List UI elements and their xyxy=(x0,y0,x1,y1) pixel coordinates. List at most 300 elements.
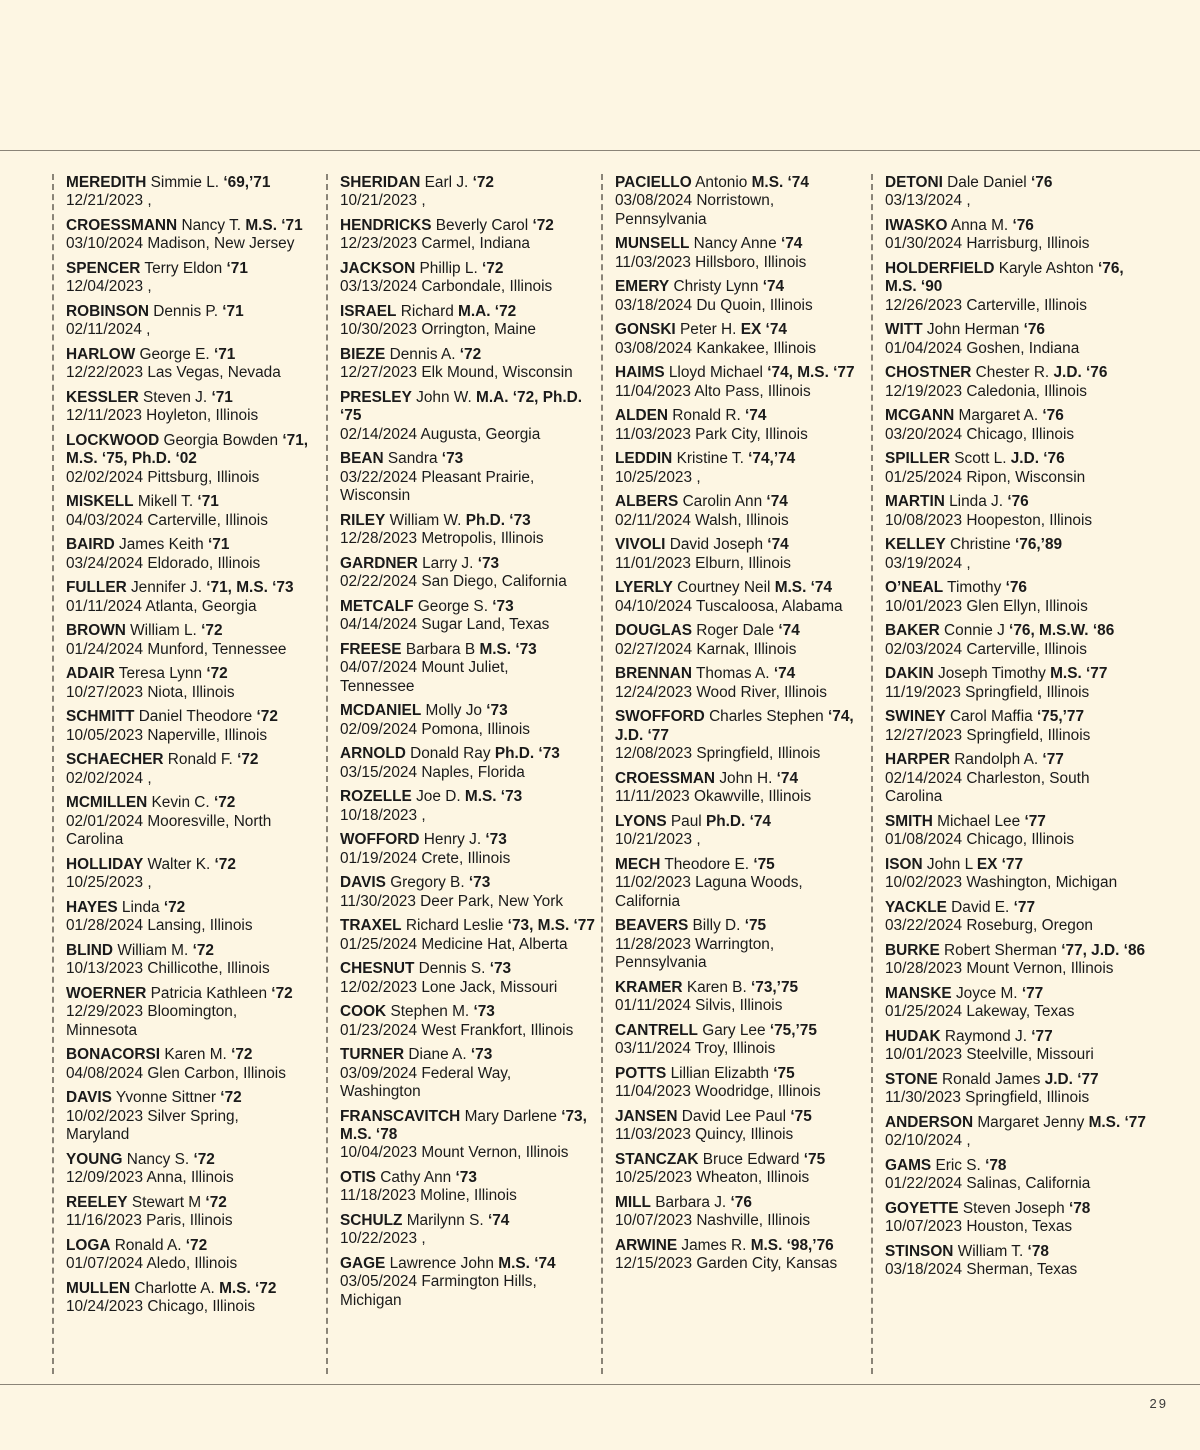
given-name: Chester R. xyxy=(975,364,1050,382)
date-of-death: 01/19/2024 xyxy=(340,849,418,867)
date-of-death: 10/25/2023 xyxy=(615,468,693,486)
obituary-entry xyxy=(340,260,602,297)
date-of-death: 02/02/2024 xyxy=(66,769,144,787)
obituary-entry xyxy=(66,1237,324,1274)
date-of-death: 03/22/2024 xyxy=(340,468,418,486)
place: Naperville, Illinois xyxy=(147,726,268,744)
date-place-line xyxy=(66,641,324,659)
degree: ‘73 xyxy=(468,874,491,892)
surname: DAKIN xyxy=(885,665,934,683)
obituary-entry xyxy=(66,899,324,936)
date-place-line xyxy=(340,1065,602,1083)
date-place-line xyxy=(340,936,602,954)
degree: ‘69,’71 xyxy=(223,174,271,191)
given-name: Dennis P. xyxy=(153,303,218,320)
given-name: Georgia Bowden xyxy=(163,432,279,449)
date-of-death: 01/25/2024 xyxy=(885,468,963,486)
obituary-entry xyxy=(615,665,870,702)
date-place-line xyxy=(340,530,602,548)
obituary-entry xyxy=(615,1065,870,1102)
date-of-death: 12/09/2023 xyxy=(66,1169,144,1187)
place: Elk Mound, Wisconsin xyxy=(421,364,573,382)
date-place-line xyxy=(885,1218,1190,1236)
degree: ‘77 xyxy=(1013,898,1036,916)
surname: HAYES xyxy=(66,898,118,916)
surname: HARPER xyxy=(885,751,950,769)
name-line xyxy=(615,493,870,511)
name-line xyxy=(885,321,1190,339)
name-line xyxy=(340,641,602,659)
degree: ‘72 xyxy=(201,622,223,640)
date-place-line xyxy=(66,1065,324,1083)
date-of-death: 11/03/2023 xyxy=(615,425,691,443)
obituary-entry xyxy=(340,1046,602,1101)
given-name: John H. xyxy=(719,769,773,787)
surname: HAIMS xyxy=(615,364,665,382)
degree: ‘76,’89 xyxy=(1015,536,1063,554)
given-name: Bruce Edward xyxy=(702,1150,800,1168)
place: Carterville, Illinois xyxy=(966,296,1087,314)
degree: ‘76 xyxy=(1042,407,1064,425)
name-line xyxy=(340,1212,602,1230)
date-place-line xyxy=(340,979,602,997)
name-line xyxy=(885,1028,1190,1046)
place-continued: Pennsylvania xyxy=(615,210,707,228)
place: , xyxy=(421,1230,426,1248)
place: Sugar Land, Texas xyxy=(421,616,550,634)
place: Pomona, Illinois xyxy=(421,720,530,738)
date-place-line xyxy=(340,235,602,253)
date-place-line xyxy=(885,1175,1190,1193)
name-line xyxy=(66,751,324,769)
degree: ‘72 xyxy=(206,665,228,683)
degree: ‘73 xyxy=(485,831,507,849)
place: , xyxy=(147,278,152,296)
date-of-death: 01/04/2024 xyxy=(885,339,963,357)
obituary-entry xyxy=(66,751,324,788)
name-line xyxy=(885,217,1190,235)
given-name: Eric S. xyxy=(935,1156,981,1174)
obituary-entry xyxy=(885,217,1190,254)
date-of-death: 11/28/2023 xyxy=(615,935,691,953)
surname: YACKLE xyxy=(885,898,947,916)
date-place-line xyxy=(340,721,602,739)
obituary-entry xyxy=(615,450,870,487)
obituary-entry xyxy=(885,260,1190,315)
obituary-entry xyxy=(66,985,324,1040)
date-place-line xyxy=(340,573,602,591)
place: Alto Pass, Illinois xyxy=(694,382,811,400)
place-line xyxy=(615,954,870,972)
surname: LEDDIN xyxy=(615,450,673,468)
given-name: Richard Leslie xyxy=(405,917,504,935)
degree: ‘71 xyxy=(197,493,219,511)
date-place-line xyxy=(66,770,324,788)
name-line xyxy=(615,278,870,296)
name-line xyxy=(340,217,602,235)
surname: SWOFFORD xyxy=(615,708,705,726)
date-place-line xyxy=(340,659,602,677)
place-continued: Michigan xyxy=(340,1291,402,1309)
degree: ‘74 xyxy=(778,622,800,640)
place: , xyxy=(421,192,426,210)
name-line xyxy=(885,1200,1190,1218)
date-of-death: 04/14/2024 xyxy=(340,616,418,634)
degree: ‘75 xyxy=(803,1150,826,1168)
obituary-entry xyxy=(615,321,870,358)
surname: ROZELLE xyxy=(340,788,412,806)
date-of-death: 10/27/2023 xyxy=(66,683,144,701)
date-of-death: 01/07/2024 xyxy=(66,1255,144,1273)
surname: REELEY xyxy=(66,1193,128,1211)
place: Caledonia, Illinois xyxy=(966,382,1087,400)
surname: ROBINSON xyxy=(66,303,149,320)
obituary-entry xyxy=(885,942,1190,979)
date-place-line xyxy=(340,764,602,782)
surname: O’NEAL xyxy=(885,579,944,597)
place: , xyxy=(696,468,701,486)
surname: PACIELLO xyxy=(615,174,692,191)
obituary-entry xyxy=(885,364,1190,401)
date-of-death: 11/02/2023 xyxy=(615,874,691,892)
date-place-line xyxy=(340,1144,602,1162)
place: Las Vegas, Nevada xyxy=(147,364,281,382)
place: Hoyleton, Illinois xyxy=(146,407,259,425)
degree: M.S. ‘74 xyxy=(498,1255,556,1273)
surname: ISRAEL xyxy=(340,303,397,320)
date-of-death: 03/19/2024 xyxy=(885,554,963,572)
surname: WOERNER xyxy=(66,984,147,1002)
surname: SCHAECHER xyxy=(66,751,164,769)
date-of-death: 01/25/2024 xyxy=(340,935,418,953)
date-of-death: 10/22/2023 xyxy=(340,1230,418,1248)
place: Mount Juliet, xyxy=(421,659,509,677)
place: Farmington Hills, xyxy=(421,1273,537,1291)
surname: COOK xyxy=(340,1003,387,1021)
obituary-entry xyxy=(66,1280,324,1317)
given-name: Barbara B xyxy=(405,640,476,658)
date-place-line xyxy=(615,1255,870,1273)
surname: SWINEY xyxy=(885,708,946,726)
given-name: Gary Lee xyxy=(702,1021,766,1039)
date-of-death: 10/25/2023 xyxy=(615,1169,693,1187)
place: Chicago, Illinois xyxy=(966,831,1075,849)
degree: ‘72 xyxy=(213,794,236,812)
place: Laguna Woods, xyxy=(695,874,803,892)
place: , xyxy=(696,831,701,849)
name-line xyxy=(615,536,870,554)
date-of-death: 03/13/2024 xyxy=(340,278,418,296)
given-name: David Lee Paul xyxy=(681,1107,787,1125)
name-line xyxy=(66,1046,324,1064)
surname: BAKER xyxy=(885,622,940,640)
degree: M.S. ‘77 xyxy=(1088,1113,1146,1131)
date-of-death: 12/27/2023 xyxy=(340,364,418,382)
name-line xyxy=(66,493,324,511)
name-line xyxy=(885,856,1190,874)
name-line xyxy=(340,450,602,468)
obituary-entry xyxy=(340,1003,602,1040)
date-of-death: 01/22/2024 xyxy=(885,1175,963,1193)
date-of-death: 12/26/2023 xyxy=(885,296,963,314)
date-of-death: 02/14/2024 xyxy=(885,769,963,787)
place-line xyxy=(340,487,602,505)
name-line xyxy=(66,1194,324,1212)
date-of-death: 02/01/2024 xyxy=(66,812,144,830)
obituary-entry xyxy=(66,708,324,745)
place: Lakeway, Texas xyxy=(966,1003,1075,1021)
place: Harrisburg, Illinois xyxy=(966,235,1090,253)
name-line xyxy=(885,1157,1190,1175)
given-name: William W. xyxy=(389,511,462,529)
place: Charleston, South xyxy=(966,769,1090,787)
date-place-line xyxy=(885,684,1190,702)
name-line xyxy=(615,364,870,382)
place: Aledo, Illinois xyxy=(146,1255,238,1273)
surname: CANTRELL xyxy=(615,1021,698,1039)
degree-line xyxy=(340,407,602,425)
given-name: William M. xyxy=(117,941,189,959)
place: Okawville, Illinois xyxy=(694,788,812,806)
obituary-entry xyxy=(615,493,870,530)
surname: VIVOLI xyxy=(615,536,666,554)
obituary-entry xyxy=(885,665,1190,702)
date-of-death: 11/19/2023 xyxy=(885,683,961,701)
name-line xyxy=(340,831,602,849)
obituary-entry xyxy=(66,217,324,254)
degree: ‘76 xyxy=(1031,174,1053,191)
place: Goshen, Indiana xyxy=(966,339,1080,357)
place-continued: Tennessee xyxy=(340,677,415,695)
date-place-line xyxy=(66,512,324,530)
surname: WOFFORD xyxy=(340,831,420,849)
degree: ‘78 xyxy=(1068,1199,1091,1217)
place-continued: Maryland xyxy=(66,1126,130,1144)
date-place-line xyxy=(615,745,870,763)
given-name: Patricia Kathleen xyxy=(150,984,268,1002)
date-of-death: 12/02/2023 xyxy=(340,978,418,996)
obituary-entry xyxy=(340,788,602,825)
place: Moline, Illinois xyxy=(420,1187,517,1205)
date-of-death: 01/24/2024 xyxy=(66,640,144,658)
given-name: James Keith xyxy=(119,536,204,554)
place: San Diego, California xyxy=(421,573,567,591)
date-of-death: 10/04/2023 xyxy=(340,1144,418,1162)
degree: ‘74 xyxy=(762,278,785,296)
surname: BURKE xyxy=(885,941,940,959)
degree: M.S. ‘73 xyxy=(479,640,537,658)
given-name: Joe D. xyxy=(416,788,461,806)
degree: ‘74 xyxy=(780,235,803,253)
surname: SCHULZ xyxy=(340,1212,403,1230)
given-name: Anna M. xyxy=(950,217,1009,234)
name-line xyxy=(615,235,870,253)
obituary-entry xyxy=(340,831,602,868)
given-name: Daniel Theodore xyxy=(138,708,253,726)
surname: ALDEN xyxy=(615,407,669,425)
degree: ‘74 xyxy=(745,407,767,425)
place: Augusta, Georgia xyxy=(420,425,541,443)
date-place-line xyxy=(615,788,870,806)
date-place-line xyxy=(340,1187,602,1205)
surname: MILL xyxy=(615,1193,651,1211)
date-place-line xyxy=(66,598,324,616)
surname: ARWINE xyxy=(615,1236,678,1254)
given-name: Margaret Jenny xyxy=(977,1113,1085,1131)
date-place-line xyxy=(340,364,602,382)
obituary-entry xyxy=(885,321,1190,358)
place: Chicago, Illinois xyxy=(966,425,1075,443)
place: Springfield, Illinois xyxy=(696,745,821,763)
obituary-entry xyxy=(340,1212,602,1249)
given-name: Steven J. xyxy=(142,389,208,406)
date-of-death: 03/20/2024 xyxy=(885,425,963,443)
given-name: Stewart M xyxy=(131,1193,202,1211)
given-name: Thomas A. xyxy=(695,665,770,683)
obituary-entry xyxy=(615,579,870,616)
date-place-line xyxy=(66,469,324,487)
given-name: Teresa Lynn xyxy=(118,665,203,683)
surname: TRAXEL xyxy=(340,917,402,935)
surname: LYERLY xyxy=(615,579,673,597)
surname: DAVIS xyxy=(66,1089,112,1107)
obituary-entry xyxy=(340,960,602,997)
date-place-line xyxy=(615,383,870,401)
place: Atlanta, Georgia xyxy=(145,597,257,615)
date-of-death: 10/21/2023 xyxy=(340,192,418,210)
given-name: Dennis S. xyxy=(418,960,486,978)
obituary-entry xyxy=(885,1028,1190,1065)
date-place-line xyxy=(885,1046,1190,1064)
date-of-death: 02/27/2024 xyxy=(615,640,693,658)
degree: ‘74, M.S. ‘77 xyxy=(767,364,855,382)
place: Hillsboro, Illinois xyxy=(695,253,807,271)
obituary-entry xyxy=(615,708,870,763)
degree-continued: ‘75 xyxy=(340,407,362,425)
date-of-death: 12/28/2023 xyxy=(340,530,418,548)
name-line xyxy=(340,745,602,763)
given-name: Antonio xyxy=(695,174,752,191)
obituary-entry xyxy=(66,389,324,426)
place: Mooresville, North xyxy=(147,812,272,830)
degree: Ph.D. ‘73 xyxy=(465,511,531,529)
given-name: Theodore E. xyxy=(664,855,750,873)
degree: ‘72 xyxy=(482,260,504,277)
given-name: Molly Jo xyxy=(425,702,482,720)
place: Federal Way, xyxy=(421,1064,512,1082)
surname: POTTS xyxy=(615,1064,667,1082)
surname: CROESSMAN xyxy=(615,769,716,787)
degree: ‘73, xyxy=(561,1107,587,1125)
date-of-death: 10/07/2023 xyxy=(885,1218,963,1236)
date-of-death: 02/11/2024 xyxy=(66,321,142,339)
place: Wood River, Illinois xyxy=(696,683,827,701)
name-line xyxy=(615,1065,870,1083)
date-of-death: 10/01/2023 xyxy=(885,1046,963,1064)
degree: ‘76 xyxy=(1005,579,1027,597)
given-name: Larry J. xyxy=(422,554,474,572)
name-line xyxy=(66,389,324,407)
obituary-entry xyxy=(885,985,1190,1022)
date-of-death: 11/18/2023 xyxy=(340,1187,416,1205)
place: , xyxy=(966,554,971,572)
degree: ‘72 xyxy=(185,1236,208,1254)
given-name: Henry J. xyxy=(423,831,482,849)
degree: ‘74, xyxy=(828,708,854,726)
date-of-death: 02/03/2024 xyxy=(885,640,963,658)
name-line xyxy=(885,665,1190,683)
date-of-death: 11/04/2023 xyxy=(615,1083,691,1101)
degree: ‘72 xyxy=(205,1193,227,1211)
obituary-entry xyxy=(66,665,324,702)
date-place-line xyxy=(615,1040,870,1058)
surname: GARDNER xyxy=(340,554,418,572)
given-name: Donald Ray xyxy=(410,745,491,763)
degree: ‘73, M.S. ‘77 xyxy=(507,917,595,935)
degree: ‘76 xyxy=(1023,321,1045,339)
obituary-entry xyxy=(340,1108,602,1163)
place: Metropolis, Illinois xyxy=(421,530,544,548)
place: Springfield, Illinois xyxy=(965,683,1090,701)
place: Orrington, Maine xyxy=(421,321,536,339)
degree: ‘75 xyxy=(790,1107,812,1125)
name-line xyxy=(340,303,602,321)
place: Eldorado, Illinois xyxy=(147,554,261,572)
date-place-line xyxy=(885,235,1190,253)
surname: CROESSMANN xyxy=(66,217,178,234)
given-name: Christine xyxy=(950,536,1016,554)
date-place-line xyxy=(885,874,1190,892)
date-place-line xyxy=(66,727,324,745)
name-line xyxy=(340,598,602,616)
obituary-entry xyxy=(340,745,602,782)
place: Naples, Florida xyxy=(421,763,525,781)
degree: ‘78 xyxy=(1027,1242,1049,1260)
given-name: William L. xyxy=(130,622,197,640)
date-of-death: 03/09/2024 xyxy=(340,1064,418,1082)
place: Carterville, Illinois xyxy=(966,640,1087,658)
date-place-line xyxy=(615,254,870,272)
name-line xyxy=(340,1255,602,1273)
date-of-death: 03/22/2024 xyxy=(885,917,963,935)
surname: LOGA xyxy=(66,1236,111,1254)
place: Steelville, Missouri xyxy=(966,1046,1094,1064)
place: Chillicothe, Illinois xyxy=(147,960,270,978)
name-line xyxy=(615,708,870,726)
name-line xyxy=(340,1003,602,1021)
place-line xyxy=(340,1083,602,1101)
given-name: Steven Joseph xyxy=(962,1199,1065,1217)
surname: YOUNG xyxy=(66,1150,123,1168)
degree: ‘72 xyxy=(459,346,482,363)
given-name: James R. xyxy=(681,1236,747,1254)
date-of-death: 03/18/2024 xyxy=(885,1261,963,1279)
given-name: Dennis A. xyxy=(389,346,456,363)
date-place-line xyxy=(340,1022,602,1040)
obituary-entry xyxy=(66,1194,324,1231)
date-of-death: 12/24/2023 xyxy=(615,683,693,701)
name-line xyxy=(66,536,324,554)
name-line xyxy=(340,917,602,935)
surname: BIEZE xyxy=(340,346,386,363)
obituary-entry xyxy=(340,174,602,211)
given-name: Linda xyxy=(121,898,164,916)
place: Carbondale, Illinois xyxy=(421,278,553,296)
obituary-columns xyxy=(52,174,1188,1374)
surname: DETONI xyxy=(885,174,943,191)
given-name: Stephen M. xyxy=(390,1003,470,1021)
surname: HOLDERFIELD xyxy=(885,260,995,277)
